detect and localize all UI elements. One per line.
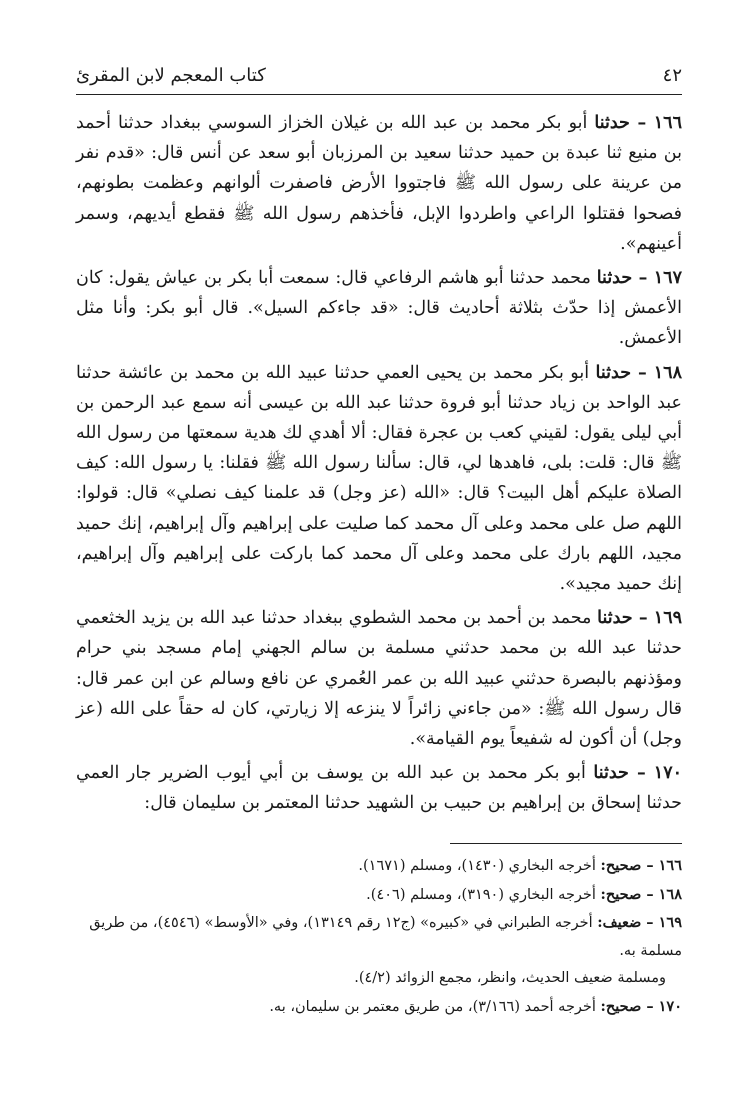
footnote <box>76 993 682 1022</box>
footnote <box>76 881 682 910</box>
footnote-text: أخرجه أحمد (٣/١٦٦)، من طريق معتمر بن سليمان، به. <box>269 998 601 1015</box>
footnote-text: أخرجه الطبراني في «كبيره» (ج١٢ رقم ١٣١٤٩)، وفي «الأوسط» (٤٥٤٦)، من طريق مسلمة به. <box>89 915 682 959</box>
hadith-paragraph <box>76 603 682 754</box>
footnote-number: ١٦٩ – ضعيف: <box>597 914 682 931</box>
footnote-text: أخرجه البخاري (١٤٣٠)، ومسلم (١٦٧١). <box>358 858 601 874</box>
page-number: ٤٢ <box>662 64 682 86</box>
hadith-text: أبو بكر محمد بن عبد الله بن يوسف بن أبي أيوب الضرير جار العمي حدثنا إسحاق بن إبراهيم بن حبيب بن الشهيد حدثنا المعتمر بن سليمان قال: <box>76 763 682 814</box>
hadith-number: ١٦٦ – حدثنا <box>594 113 682 133</box>
hadith-paragraph <box>76 758 682 818</box>
hadith-paragraph <box>76 263 682 354</box>
footnote-subnote: ومسلمة ضعيف الحديث، وانظر، مجمع الزوائد (٤/٢). <box>354 970 666 986</box>
hadith-number: ١٦٩ – حدثنا <box>597 608 682 629</box>
hadith-paragraph <box>76 358 682 600</box>
footnote-divider <box>450 843 682 844</box>
footnote-number: ١٧٠ – صحيح: <box>600 997 682 1015</box>
footnote-text: أخرجه البخاري (٣١٩٠)، ومسلم (٤٠٦). <box>366 886 601 903</box>
hadith-number: ١٦٧ – حدثنا <box>596 268 682 289</box>
footnotes <box>76 852 682 1021</box>
hadith-number: ١٦٨ – حدثنا <box>595 362 682 383</box>
hadith-text: أبو بكر محمد بن يحيى العمي حدثنا عبيد الله بن محمد بن عائشة حدثنا عبد الواحد بن زياد حدثنا أبو فروة حدثنا عبد الله بن عيسى أنه سمع عبد الرحمن بن أبي ليلى يقول: لقيني كعب بن عجرة فقال: ألا أهدي لك هدية سمعتها من رسول الله ﷺ قال: قلت: بلى، فاهدها لي، قال: سألنا رسول الله ﷺ فقلنا: يا رسول الله: كيف الصلاة عليكم أهل البيت؟ قال: «الله (عز وجل) قد علمنا كيف نصلي» قال: قولوا: اللهم صل على محمد وعلى آل محمد كما صليت على إبراهيم وآل إبراهيم، إنك حميد مجيد، اللهم بارك على محمد وعلى آل محمد كما باركت على إبراهيم وآل إبراهيم، إنك حميد مجيد». <box>76 362 682 595</box>
hadith-paragraph <box>76 108 682 259</box>
page-header <box>76 58 682 92</box>
header-divider <box>76 94 682 95</box>
footnote <box>76 909 682 993</box>
footnote-number: ١٦٨ – صحيح: <box>600 885 682 903</box>
hadith-text: أبو بكر محمد بن عبد الله بن غيلان الخزاز السوسي ببغداد حدثنا أحمد بن منيع ثنا عبدة بن حميد حدثنا سعيد بن المرزبان أبو سعد عن أنس قال: «قدم نفر من عرينة على رسول الله ﷺ فاجتووا الأرض فاصفرت ألوانهم وعظمت بطونهم، فصحوا فقتلوا الراعي واطردوا الإبل، فأخذهم رسول الله ﷺ فقطع أيديهم، وسمر أعينهم». <box>76 113 682 254</box>
hadith-number: ١٧٠ – حدثنا <box>593 763 682 784</box>
book-title: كتاب المعجم لابن المقرئ <box>76 64 266 86</box>
footnote-number: ١٦٦ – صحيح: <box>600 857 682 874</box>
main-text <box>76 108 682 819</box>
hadith-text: محمد بن أحمد بن محمد الشطوي ببغداد حدثنا عبد الله بن يزيد الخثعمي حدثنا عبد الله بن محمد حدثني مسلمة بن سالم الجهني إمام مسجد بني حرام ومؤذنهم بالبصرة حدثني عبيد الله بن عمر العُمري عن نافع وسالم عن ابن عمر قال: قال رسول الله ﷺ: «من جاءني زائراً لا ينزعه إلا زيارتي، كان له حقاً على الله (عز وجل) أن أكون له شفيعاً يوم القيامة». <box>76 608 682 750</box>
hadith-text: محمد حدثنا أبو هاشم الرفاعي قال: سمعت أبا بكر بن عياش يقول: كان الأعمش إذا حدّث بثلاثة أحاديث قال: «قد جاءكم السيل». قال أبو بكر: وأنا مثل الأعمش. <box>76 268 682 349</box>
footnote <box>76 852 682 881</box>
